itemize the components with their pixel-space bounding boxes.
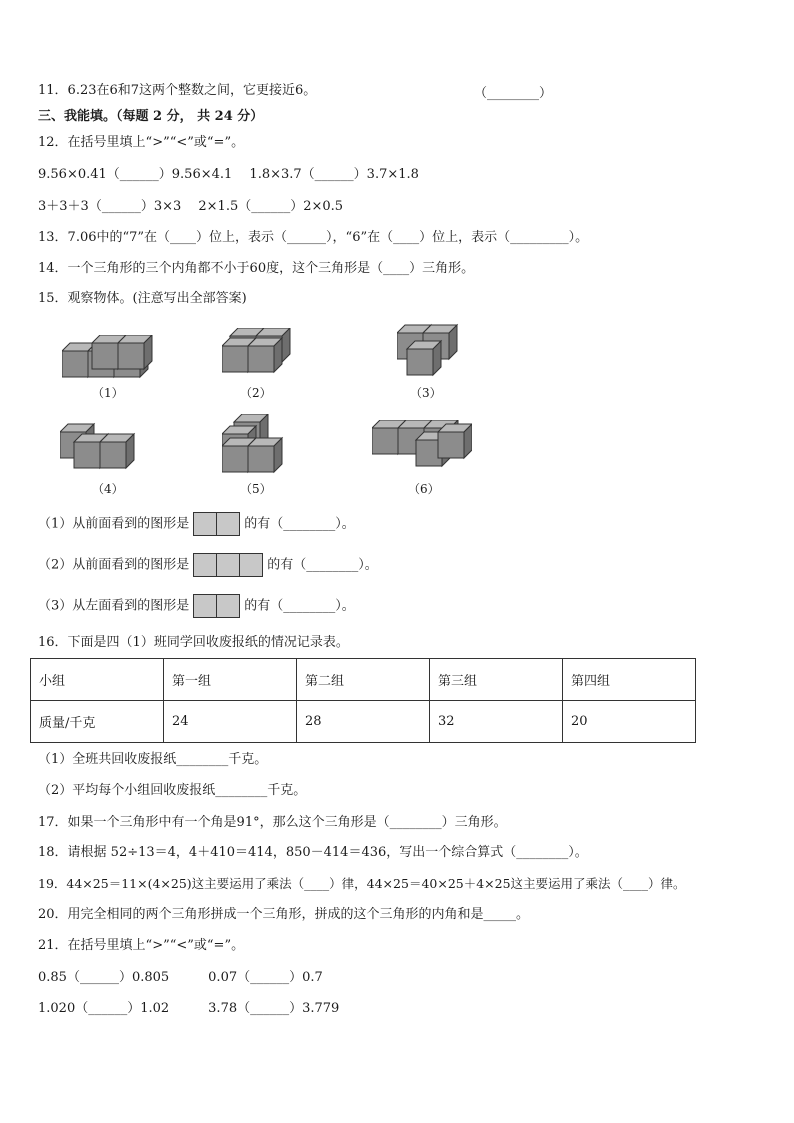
question-15-title: 15．观察物体。(注意写出全部答案) <box>38 291 247 306</box>
table-cell: 24 <box>164 701 297 743</box>
question-21-title: 21．在括号里填上“>”“<”或“=”。 <box>38 938 245 953</box>
figure-4-caption: （4） <box>92 482 124 496</box>
figure-4 <box>60 420 140 472</box>
table-cell: 32 <box>430 701 563 743</box>
question-16-sub-1: （1）全班共回收废报纸________千克。 <box>38 752 268 767</box>
figure-6-caption: （6） <box>408 482 440 496</box>
question-11: 11．6.23在6和7这两个整数之间，它更接近6。 <box>38 83 317 98</box>
figure-1 <box>62 335 154 381</box>
figure-2-caption: （2） <box>240 386 272 400</box>
figure-6 <box>372 420 472 472</box>
table-cell: 第三组 <box>430 659 563 701</box>
q15-s2-prefix: （2）从前面看到的图形是 <box>38 557 190 573</box>
question-15-sub-3 <box>38 594 355 619</box>
three-square-front-shape <box>193 553 263 577</box>
figure-3 <box>397 323 463 383</box>
question-20: 20．用完全相同的两个三角形拼成一个三角形，拼成的这个三角形的内角和是_____。 <box>38 907 530 922</box>
q15-s3-prefix: （3）从左面看到的图形是 <box>38 598 190 614</box>
question-16-sub-2: （2）平均每个小组回收废报纸________千克。 <box>38 783 307 798</box>
question-16-title: 16．下面是四（1）班同学回收废报纸的情况记录表。 <box>38 635 349 650</box>
two-square-front-shape <box>193 512 240 536</box>
question-19: 19．44×25＝11×(4×25)这主要运用了乘法（____）律，44×25＝40×25＋4×25这主要运用了乘法（____）律。 <box>38 876 686 891</box>
figure-5 <box>222 414 288 474</box>
question-21-row-1: 0.85（______）0.805 0.07（______）0.7 <box>38 970 323 985</box>
q15-s2-suffix: 的有（________）。 <box>267 557 378 573</box>
table-cell: 第四组 <box>563 659 696 701</box>
question-17: 17．如果一个三角形中有一个角是91°，那么这个三角形是（________）三角形。 <box>38 815 507 830</box>
figure-2 <box>222 328 302 380</box>
figure-5-caption: （5） <box>240 482 272 496</box>
question-14: 14．一个三角形的三个内角都不小于60度，这个三角形是（____）三角形。 <box>38 261 475 276</box>
figure-3-caption: （3） <box>410 386 442 400</box>
two-square-left-shape <box>193 594 240 618</box>
table-cell: 小组 <box>31 659 164 701</box>
figure-1-caption: （1） <box>92 386 124 400</box>
question-15-sub-2 <box>38 553 378 578</box>
table-cell: 质量/千克 <box>31 701 164 743</box>
table-cell: 28 <box>297 701 430 743</box>
table-row <box>31 701 696 743</box>
question-12-title: 12．在括号里填上“>”“<”或“=”。 <box>38 135 245 150</box>
table-cell: 第二组 <box>297 659 430 701</box>
question-12-row-1: 9.56×0.41（______）9.56×4.1 1.8×3.7（______）3.7×1.8 <box>38 167 419 182</box>
table-row <box>31 659 696 701</box>
question-12-row-2: 3＋3＋3（______）3×3 2×1.5（______）2×0.5 <box>38 199 344 214</box>
question-11-answer-blank[interactable]: （________） <box>474 86 553 101</box>
q15-s3-suffix: 的有（________）。 <box>244 598 355 614</box>
question-21-row-2: 1.020（______）1.02 3.78（______）3.779 <box>38 1001 340 1016</box>
question-13: 13．7.06中的“7”在（____）位上，表示（______），“6”在（____）位上，表示（_________）。 <box>38 230 589 245</box>
question-18: 18．请根据 52÷13＝4，4＋410＝414，850－414＝436，写出一个综合算式（________）。 <box>38 845 588 860</box>
q15-s1-prefix: （1）从前面看到的图形是 <box>38 516 190 532</box>
table-cell: 20 <box>563 701 696 743</box>
recycling-record-table <box>30 658 696 743</box>
question-15-sub-1 <box>38 512 355 537</box>
q15-s1-suffix: 的有（________）。 <box>244 516 355 532</box>
section-3-heading: 三、我能填。（每题 2 分， 共 24 分） <box>38 109 264 124</box>
table-cell: 第一组 <box>164 659 297 701</box>
